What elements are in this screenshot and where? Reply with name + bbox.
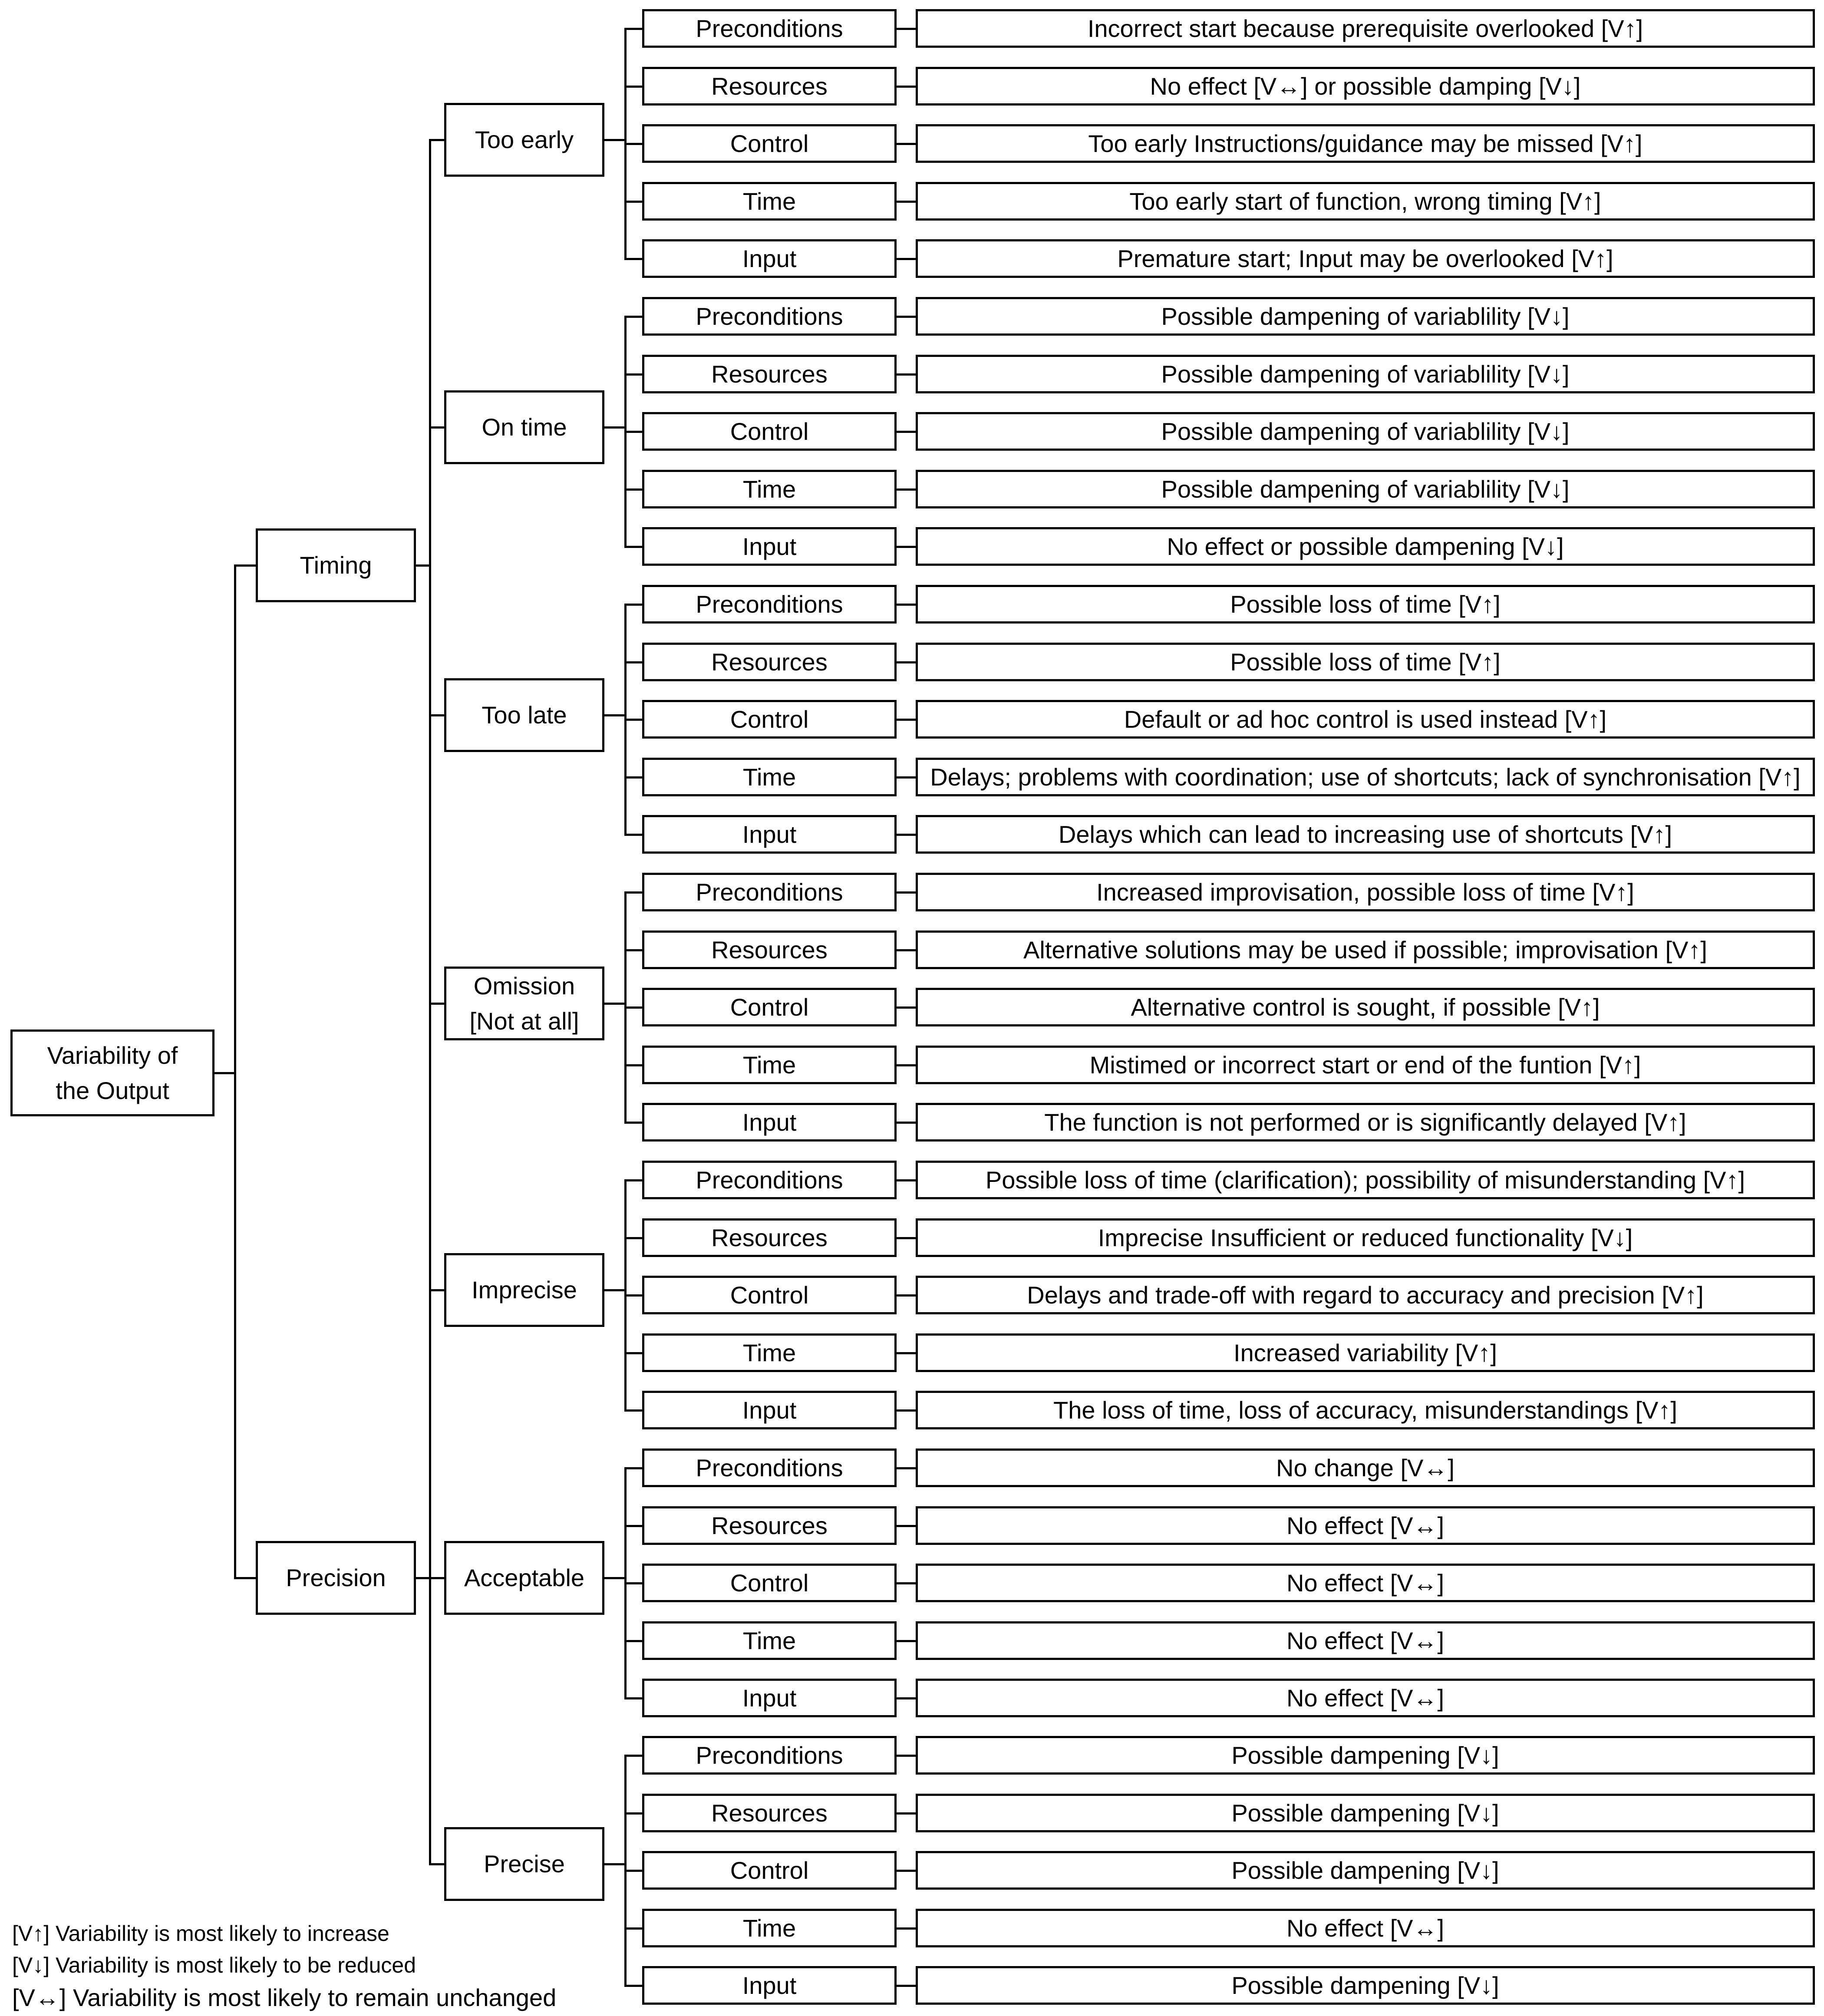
aspect-label: Resources: [711, 1799, 828, 1827]
effect-label: Possible dampening of variablility [V↓]: [1161, 302, 1570, 330]
connector-to-aspect: [624, 431, 642, 433]
effect-label: Possible loss of time (clarification); possibility of misunderstanding [V↑]: [985, 1166, 1745, 1194]
aspect-node-preconditions: [642, 1448, 897, 1487]
connector-to-precise: [429, 1863, 444, 1865]
connector-to-too-late: [429, 714, 444, 716]
aspect-label: Input: [742, 820, 797, 848]
aspect-label: Preconditions: [696, 1166, 843, 1194]
legend-unchanged: [12, 1983, 556, 2012]
aspect-node-preconditions: [642, 1736, 897, 1775]
aspect-label: Control: [730, 1856, 809, 1884]
aspect-node-input: [642, 239, 897, 278]
effect-node: [916, 527, 1815, 566]
connector-to-effect: [897, 431, 916, 433]
connector-to-aspect: [624, 258, 642, 260]
effect-label: No effect or possible dampening [V↓]: [1167, 532, 1564, 560]
effect-label: No effect [V↔]: [1286, 1511, 1445, 1539]
connector-mode-out: [604, 1003, 625, 1005]
effect-node: [916, 1621, 1815, 1660]
effect-label: Too early Instructions/guidance may be missed [V↑]: [1088, 129, 1643, 157]
effect-node: [916, 1276, 1815, 1314]
aspect-label: Input: [742, 1396, 797, 1424]
mode-label: On time: [482, 413, 567, 441]
connector-mode-out: [604, 426, 625, 429]
effect-label: Alternative control is sought, if possible [V↑]: [1131, 993, 1600, 1021]
effect-label: Possible dampening [V↓]: [1231, 1856, 1499, 1884]
connector-to-on-time: [429, 426, 444, 429]
connector-to-aspect: [624, 1179, 642, 1181]
decrease-arrow-icon: [V↓]: [12, 1953, 50, 1977]
connector-to-effect: [897, 1064, 916, 1066]
connector-to-effect: [897, 891, 916, 894]
effect-label: Possible dampening of variablility [V↓]: [1161, 475, 1570, 503]
mode-label-line-2: [Not at all]: [469, 1007, 579, 1035]
effect-label: Delays and trade-off with regard to accuracy and precision [V↑]: [1027, 1281, 1704, 1309]
connector-root-out: [214, 1072, 235, 1074]
aspect-node-time: [642, 470, 897, 508]
connector-to-effect: [897, 86, 916, 88]
effect-label: Possible dampening [V↓]: [1231, 1741, 1499, 1769]
connector-to-aspect: [624, 201, 642, 203]
connector-to-effect: [897, 834, 916, 836]
category-label: Timing: [300, 551, 372, 579]
connector-to-aspect: [624, 1812, 642, 1815]
connector-to-too-early: [429, 139, 444, 141]
effect-label: Possible dampening [V↓]: [1231, 1971, 1499, 1999]
aspect-node-control: [642, 124, 897, 163]
mode-node-precise: [444, 1827, 604, 1901]
bidirectional-arrow-icon: [V↔]: [12, 1984, 66, 2011]
root-label-line-2: the Output: [56, 1077, 169, 1104]
connector-mode-out: [604, 1863, 625, 1865]
connector-to-effect: [897, 1870, 916, 1872]
effect-node: [916, 1564, 1815, 1602]
mode-label: Imprecise: [472, 1276, 577, 1304]
connector-to-effect: [897, 1352, 916, 1354]
mode-label: Too early: [475, 126, 574, 154]
aspect-label: Time: [742, 1339, 796, 1366]
connector-to-effect: [897, 604, 916, 606]
aspect-node-resources: [642, 643, 897, 681]
connector-to-effect: [897, 1467, 916, 1469]
category-label: Precision: [286, 1564, 386, 1592]
effect-label: Delays which can lead to increasing use of shortcuts [V↑]: [1058, 820, 1672, 848]
aspect-node-resources: [642, 1218, 897, 1257]
connector-to-aspect: [624, 719, 642, 721]
connector-to-effect: [897, 1927, 916, 1930]
aspect-label: Preconditions: [696, 1741, 843, 1769]
connector-to-effect: [897, 719, 916, 721]
aspect-label: Resources: [711, 1224, 828, 1251]
effect-label: The loss of time, loss of accuracy, misunderstandings [V↑]: [1053, 1396, 1677, 1424]
effect-node: [916, 930, 1815, 969]
aspect-node-preconditions: [642, 873, 897, 911]
aspect-label: Time: [742, 763, 796, 791]
effect-label: Delays; problems with coordination; use of shortcuts; lack of synchronisation [V↑]: [930, 763, 1801, 791]
effect-label: Alternative solutions may be used if possible; improvisation [V↑]: [1023, 936, 1707, 963]
aspect-node-preconditions: [642, 1161, 897, 1199]
connector-to-aspect: [624, 316, 642, 318]
effect-label: Possible dampening of variablility [V↓]: [1161, 360, 1570, 388]
effect-node: [916, 412, 1815, 451]
connector-to-effect: [897, 258, 916, 260]
effect-label: Possible dampening [V↓]: [1231, 1799, 1499, 1827]
aspect-label: Input: [742, 1684, 797, 1712]
effect-label: Possible loss of time [V↑]: [1230, 590, 1501, 618]
connector-to-aspect: [624, 834, 642, 836]
effect-label: Incorrect start because prerequisite overlooked [V↑]: [1087, 14, 1643, 42]
effect-node: [916, 815, 1815, 854]
effect-node: [916, 1506, 1815, 1545]
aspect-node-control: [642, 988, 897, 1026]
aspect-label: Time: [742, 1051, 796, 1079]
legend-text: Variability is most likely to remain unchanged: [73, 1984, 557, 2011]
legend-reduce: [12, 1953, 416, 1978]
connector-to-effect: [897, 1525, 916, 1527]
connector-to-effect: [897, 776, 916, 779]
effect-label: The function is not performed or is significantly delayed [V↑]: [1044, 1108, 1686, 1136]
mode-label: Too late: [482, 701, 567, 729]
aspect-node-time: [642, 1621, 897, 1660]
effect-node: [916, 182, 1815, 221]
effect-node: [916, 239, 1815, 278]
effect-node: [916, 1448, 1815, 1487]
aspect-label: Time: [742, 475, 796, 503]
connector-to-effect: [897, 143, 916, 145]
effect-node: [916, 988, 1815, 1026]
aspect-node-control: [642, 1564, 897, 1602]
aspect-node-preconditions: [642, 9, 897, 48]
legend-increase: [12, 1921, 389, 1946]
effect-label: Possible dampening of variablility [V↓]: [1161, 417, 1570, 445]
connector-to-effect: [897, 316, 916, 318]
aspect-label: Preconditions: [696, 590, 843, 618]
effect-node: [916, 1794, 1815, 1832]
effect-node: [916, 1966, 1815, 2005]
effect-label: No effect [V↔] or possible damping [V↓]: [1150, 72, 1581, 100]
connector-to-aspect: [624, 1640, 642, 1642]
aspect-node-control: [642, 700, 897, 739]
connector-to-aspect: [624, 1697, 642, 1699]
aspect-label: Resources: [711, 936, 828, 963]
connector-mode-out: [604, 139, 625, 141]
connector-to-aspect: [624, 1467, 642, 1469]
connector-to-effect: [897, 1237, 916, 1239]
mode-label: Precise: [484, 1850, 565, 1878]
connector-to-omission: [429, 1003, 444, 1005]
effect-node: [916, 1909, 1815, 1947]
aspect-node-time: [642, 182, 897, 221]
category-node-precision: [256, 1541, 416, 1615]
aspect-label: Resources: [711, 360, 828, 388]
mode-node-omission: [444, 967, 604, 1040]
effect-node: [916, 1333, 1815, 1372]
connector-to-effect: [897, 1640, 916, 1642]
aspect-label: Preconditions: [696, 1454, 843, 1481]
effect-label: No effect [V↔]: [1286, 1569, 1445, 1597]
aspect-node-input: [642, 1679, 897, 1717]
connector-mode-out: [604, 714, 625, 716]
aspect-node-resources: [642, 1794, 897, 1832]
connector-mode-out: [604, 1577, 625, 1579]
connector-to-aspect: [624, 776, 642, 779]
connector-to-aspect: [624, 1927, 642, 1930]
connector-to-aspect: [624, 1582, 642, 1584]
effect-label: Mistimed or incorrect start or end of the funtion [V↑]: [1089, 1051, 1641, 1079]
effect-label: Increased variability [V↑]: [1234, 1339, 1497, 1366]
connector-to-aspect: [624, 661, 642, 663]
effect-label: No effect [V↔]: [1286, 1627, 1445, 1654]
connector-to-effect: [897, 28, 916, 30]
connector-to-aspect: [624, 891, 642, 894]
connector-to-effect: [897, 1006, 916, 1009]
connector-to-aspect: [624, 143, 642, 145]
aspect-node-resources: [642, 355, 897, 393]
connector-to-aspect: [624, 1006, 642, 1009]
legend-text: Variability is most likely to be reduced: [56, 1953, 416, 1977]
connector-to-precision: [234, 1577, 256, 1579]
connector-to-effect: [897, 1409, 916, 1412]
aspect-node-time: [642, 1333, 897, 1372]
effect-label: Premature start; Input may be overlooked [V↑]: [1117, 244, 1613, 272]
aspect-node-input: [642, 815, 897, 854]
connector-to-aspect: [624, 949, 642, 951]
root-node-variability-of-output: [10, 1029, 214, 1116]
connector-to-aspect: [624, 1870, 642, 1872]
aspect-label: Resources: [711, 1511, 828, 1539]
connector-mode-spine: [429, 139, 431, 1865]
mode-node-acceptable: [444, 1541, 604, 1615]
aspect-node-control: [642, 1851, 897, 1890]
aspect-node-control: [642, 412, 897, 451]
effect-node: [916, 758, 1815, 796]
effect-label: No change [V↔]: [1276, 1454, 1455, 1481]
aspect-node-time: [642, 1046, 897, 1084]
connector-mode-out: [604, 1289, 625, 1291]
effect-node: [916, 297, 1815, 336]
aspect-node-control: [642, 1276, 897, 1314]
aspect-label: Control: [730, 129, 809, 157]
effect-node: [916, 1391, 1815, 1429]
effect-label: No effect [V↔]: [1286, 1684, 1445, 1712]
connector-to-imprecise: [429, 1289, 444, 1291]
connector-to-effect: [897, 1755, 916, 1757]
connector-to-effect: [897, 1122, 916, 1124]
aspect-label: Time: [742, 187, 796, 215]
effect-node: [916, 643, 1815, 681]
effect-node: [916, 1736, 1815, 1775]
mode-label: Acceptable: [464, 1564, 585, 1592]
aspect-label: Control: [730, 993, 809, 1021]
aspect-label: Preconditions: [696, 14, 843, 42]
aspect-node-resources: [642, 930, 897, 969]
increase-arrow-icon: [V↑]: [12, 1921, 50, 1946]
effect-node: [916, 1218, 1815, 1257]
effect-label: Possible loss of time [V↑]: [1230, 648, 1501, 676]
aspect-node-input: [642, 1103, 897, 1142]
aspect-node-input: [642, 1966, 897, 2005]
mode-label-line-1: Omission: [473, 972, 575, 1000]
aspect-node-preconditions: [642, 585, 897, 624]
effect-node: [916, 1161, 1815, 1199]
connector-to-aspect: [624, 546, 642, 548]
effect-node: [916, 700, 1815, 739]
aspect-label: Control: [730, 705, 809, 733]
effect-node: [916, 9, 1815, 48]
effect-node: [916, 67, 1815, 106]
connector-precision-out: [416, 1577, 430, 1579]
connector-to-aspect: [624, 1409, 642, 1412]
connector-to-effect: [897, 661, 916, 663]
effect-node: [916, 355, 1815, 393]
mode-node-imprecise: [444, 1253, 604, 1327]
aspect-label: Input: [742, 1108, 797, 1136]
effect-label: No effect [V↔]: [1286, 1914, 1445, 1942]
connector-timing-out: [416, 564, 430, 567]
effect-node: [916, 585, 1815, 624]
connector-to-aspect: [624, 488, 642, 491]
effect-node: [916, 1103, 1815, 1142]
aspect-label: Preconditions: [696, 302, 843, 330]
connector-to-effect: [897, 949, 916, 951]
aspect-label: Control: [730, 417, 809, 445]
effect-node: [916, 873, 1815, 911]
category-node-timing: [256, 528, 416, 602]
root-label-line-1: Variability of: [47, 1041, 178, 1069]
legend-text: Variability is most likely to increase: [56, 1921, 389, 1946]
aspect-label: Resources: [711, 72, 828, 100]
connector-to-aspect: [624, 1294, 642, 1297]
connector-to-aspect: [624, 86, 642, 88]
effect-node: [916, 1046, 1815, 1084]
connector-to-effect: [897, 1697, 916, 1699]
connector-to-aspect: [624, 604, 642, 606]
connector-to-aspect: [624, 1755, 642, 1757]
connector-to-aspect: [624, 28, 642, 30]
aspect-node-input: [642, 527, 897, 566]
connector-to-timing: [234, 564, 256, 567]
aspect-node-resources: [642, 67, 897, 106]
aspect-label: Control: [730, 1569, 809, 1597]
connector-to-aspect: [624, 1122, 642, 1124]
effect-node: [916, 1679, 1815, 1717]
mode-node-on-time: [444, 390, 604, 464]
connector-to-effect: [897, 1985, 916, 1987]
connector-to-aspect: [624, 1352, 642, 1354]
connector-to-aspect: [624, 1237, 642, 1239]
aspect-label: Preconditions: [696, 878, 843, 906]
effect-node: [916, 124, 1815, 163]
connector-to-effect: [897, 488, 916, 491]
connector-to-effect: [897, 201, 916, 203]
effect-label: Imprecise Insufficient or reduced functionality [V↓]: [1098, 1224, 1633, 1251]
mode-node-too-late: [444, 678, 604, 752]
aspect-node-resources: [642, 1506, 897, 1545]
connector-to-acceptable: [429, 1577, 444, 1579]
aspect-label: Input: [742, 244, 797, 272]
aspect-label: Time: [742, 1627, 796, 1654]
connector-to-effect: [897, 373, 916, 376]
connector-to-aspect: [624, 1985, 642, 1987]
effect-label: Increased improvisation, possible loss of time [V↑]: [1096, 878, 1634, 906]
aspect-node-input: [642, 1391, 897, 1429]
connector-root-spine: [234, 564, 236, 1579]
effect-node: [916, 1851, 1815, 1890]
aspect-label: Control: [730, 1281, 809, 1309]
aspect-node-time: [642, 758, 897, 796]
aspect-label: Input: [742, 532, 797, 560]
effect-label: Too early start of function, wrong timing [V↑]: [1129, 187, 1601, 215]
connector-to-effect: [897, 1179, 916, 1181]
mode-node-too-early: [444, 103, 604, 177]
connector-to-aspect: [624, 1064, 642, 1066]
connector-to-effect: [897, 1582, 916, 1584]
aspect-node-preconditions: [642, 297, 897, 336]
effect-node: [916, 470, 1815, 508]
connector-to-effect: [897, 1812, 916, 1815]
connector-to-aspect: [624, 1525, 642, 1527]
effect-label: Default or ad hoc control is used instead [V↑]: [1124, 705, 1607, 733]
connector-to-aspect: [624, 373, 642, 376]
aspect-label: Resources: [711, 648, 828, 676]
connector-to-effect: [897, 1294, 916, 1297]
connector-to-effect: [897, 546, 916, 548]
aspect-node-time: [642, 1909, 897, 1947]
aspect-label: Input: [742, 1971, 797, 1999]
aspect-label: Time: [742, 1914, 796, 1942]
